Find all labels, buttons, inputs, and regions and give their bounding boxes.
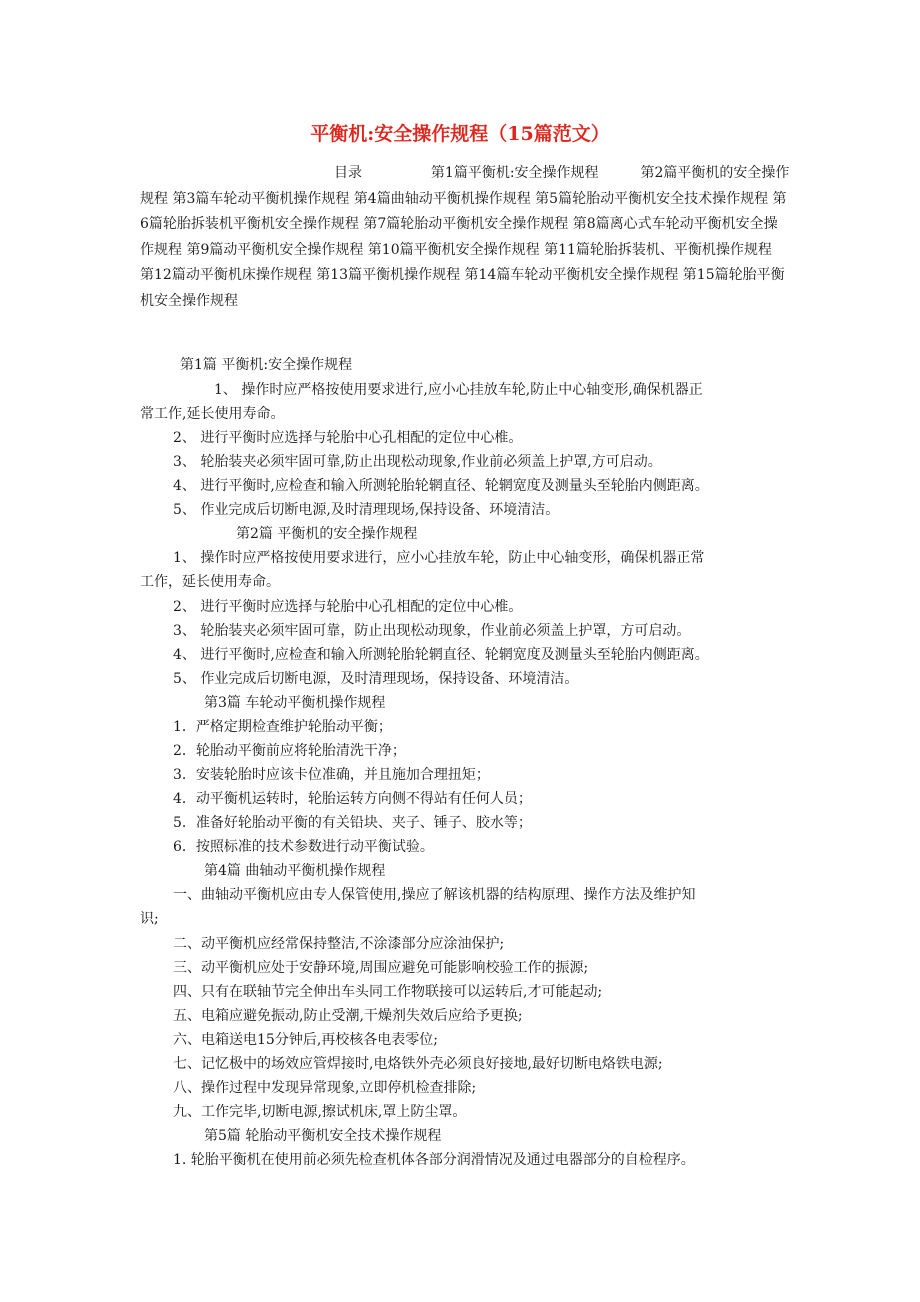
list-item: 常工作,延长使用寿命。	[140, 406, 285, 422]
list-item: 2、 进行平衡时应选择与轮胎中心孔相配的定位中心椎。	[173, 430, 523, 446]
list-item: 2、 进行平衡时应选择与轮胎中心孔相配的定位中心椎。	[173, 599, 523, 615]
list-item: 一、曲轴动平衡机应由专人保管使用,操应了解该机器的结构原理、操作方法及维护知	[173, 887, 696, 903]
list-item: 二、动平衡机应经常保持整洁,不涂漆部分应涂油保护;	[173, 936, 505, 952]
list-item: 1、 操作时应严格按使用要求进行,应小心挂放车轮,防止中心轴变形,确保机器正	[214, 382, 703, 398]
document-title: 平衡机:安全操作规程（15篇范文）	[310, 123, 610, 145]
section-heading: 第2篇 平衡机的安全操作规程	[236, 526, 418, 542]
list-item: 三、动平衡机应处于安静环境,周围应避免可能影响校验工作的振源;	[173, 960, 589, 976]
list-item: 五、电箱应避免振动,防止受潮,干燥剂失效后应给予更换;	[173, 1008, 523, 1024]
list-item: 3．安装轮胎时应该卡位准确，并且施加合理扭矩；	[173, 767, 490, 783]
list-item: 1．严格定期检查维护轮胎动平衡；	[173, 719, 392, 735]
list-item: 识;	[140, 911, 159, 927]
list-item: 3、 轮胎装夹必须牢固可靠,防止出现松动现象,作业前必须盖上护罩,方可启动。	[173, 454, 662, 470]
list-item: 4、 进行平衡时,应检查和输入所测轮胎轮辋直径、轮辋宽度及测量头至轮胎内侧距离。	[173, 647, 709, 663]
list-item: 4．动平衡机运转时，轮胎运转方向侧不得站有任何人员；	[173, 791, 532, 807]
list-item: 七、记忆极中的场效应管焊接时,电烙铁外壳必须良好接地,最好切断电烙铁电源;	[173, 1056, 663, 1072]
list-item: 九、工作完毕,切断电源,擦试机床,罩上防尘罩。	[173, 1104, 467, 1120]
list-item: 六、电箱送电15分钟后,再校核各电表零位;	[173, 1032, 438, 1048]
list-item: 6．按照标准的技术参数进行动平衡试验。	[173, 839, 434, 855]
section-heading: 第3篇 车轮动平衡机操作规程	[204, 695, 386, 711]
list-item: 八、操作过程中发现异常现象,立即停机检查排除;	[173, 1080, 477, 1096]
section-heading: 第4篇 曲轴动平衡机操作规程	[204, 863, 386, 879]
table-of-contents	[140, 161, 790, 314]
section-heading: 第1篇 平衡机:安全操作规程	[180, 357, 353, 373]
section-heading: 第5篇 轮胎动平衡机安全技术操作规程	[204, 1128, 442, 1144]
toc-label: 目录	[334, 165, 362, 181]
list-item: 3、 轮胎装夹必须牢固可靠，防止出现松动现象，作业前必须盖上护罩，方可启动。	[173, 623, 691, 639]
list-item: 1、 操作时应严格按使用要求进行，应小心挂放车轮，防止中心轴变形，确保机器正常	[173, 550, 705, 566]
list-item: 5、 作业完成后切断电源，及时清理现场，保持设备、环境清洁。	[173, 671, 579, 687]
list-item: 四、只有在联轴节完全伸出车头同工作物联接可以运转后,才可能起动;	[173, 984, 603, 1000]
list-item: 5．准备好轮胎动平衡的有关铅块、夹子、锤子、胶水等；	[173, 815, 532, 831]
list-item: 4、 进行平衡时,应检查和输入所测轮胎轮辋直径、轮辋宽度及测量头至轮胎内侧距离。	[173, 478, 709, 494]
toc-text: 第1篇平衡机:安全操作规程 第2篇平衡机的安全操作规程 第3篇车轮动平衡机操作规程 第4篇曲轴动平衡机操作规程 第5篇轮胎动平衡机安全技术操作规程 第6篇轮胎拆装机平衡机安全操作规程 第7篇轮胎动平衡机安全操作规程 第8篇离心式车轮动平衡机安全操作规程 第9篇动平衡机安全操作规程 第10篇平衡机安全操作规程 第11篇轮胎拆装机、平衡机操作规程 第12篇动平衡机床操作规程 第13篇平衡机操作规程 第14篇车轮动平衡机安全操作规程 第15篇轮胎平衡机安全操作规程	[140, 165, 790, 309]
list-item: 5、 作业完成后切断电源,及时清理现场,保持设备、环境清洁。	[173, 502, 560, 518]
list-item: 1. 轮胎平衡机在使用前必须先检查机体各部分润滑情况及通过电器部分的自检程序。	[173, 1152, 695, 1168]
list-item: 2．轮胎动平衡前应将轮胎清洗干净；	[173, 743, 406, 759]
list-item: 工作，延长使用寿命。	[140, 574, 280, 590]
